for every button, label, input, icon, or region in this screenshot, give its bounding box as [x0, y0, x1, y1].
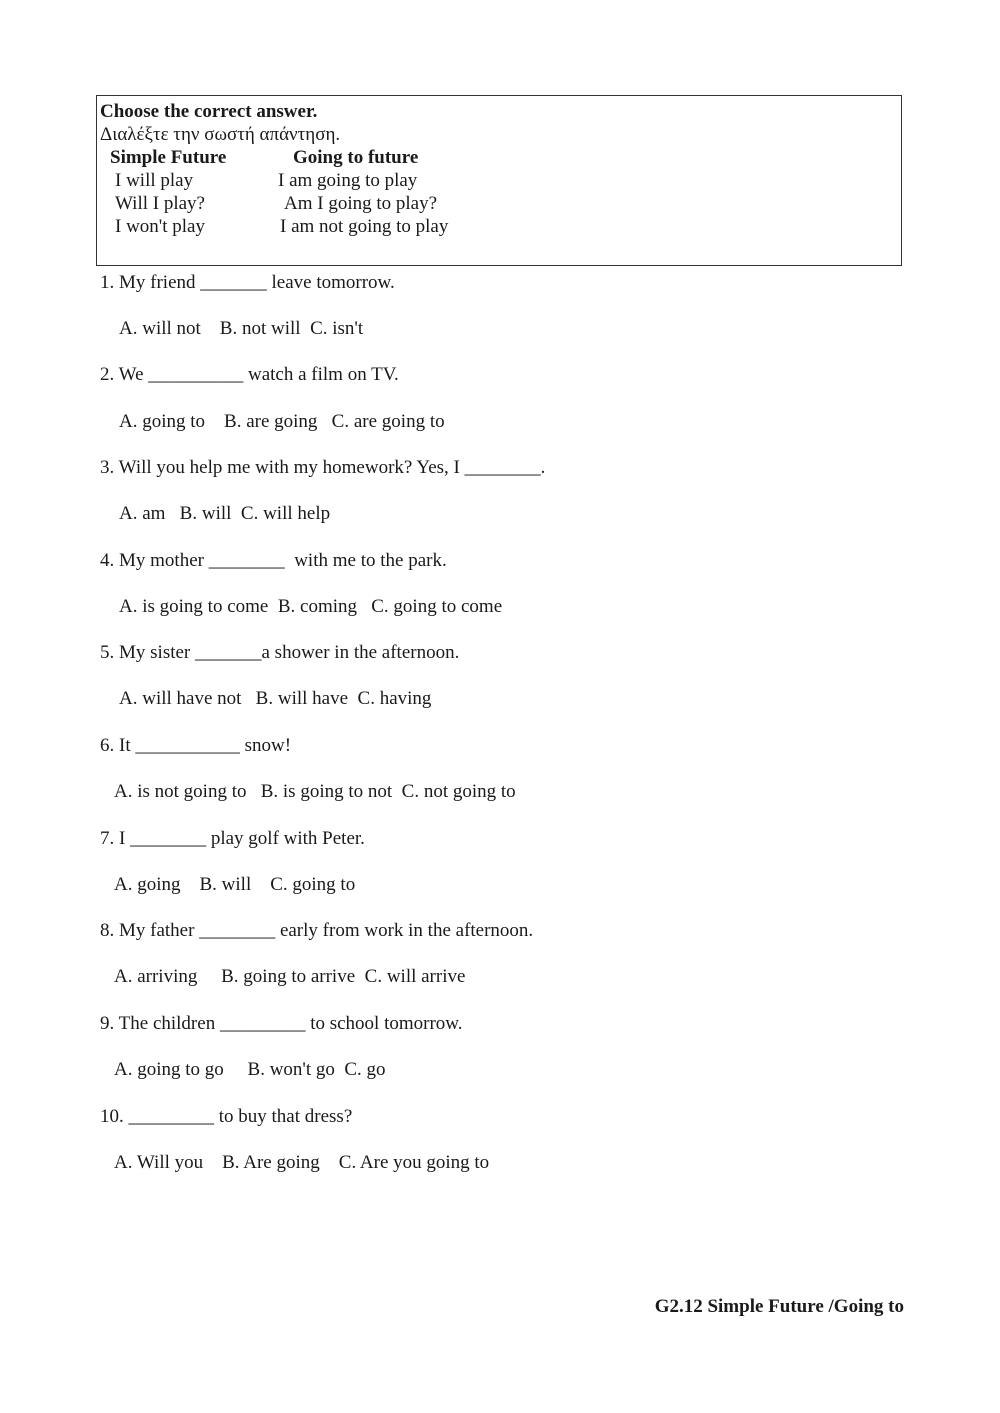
question-10: 10. _________ to buy that dress? [100, 1106, 353, 1127]
question-3-options: A. am B. will C. will help [119, 503, 331, 524]
instructions-title: Choose the correct answer. [100, 101, 318, 122]
question-7-options: A. going B. will C. going to [114, 874, 356, 895]
question-2: 2. We __________ watch a film on TV. [100, 364, 399, 385]
table-header-going-to-future: Going to future [293, 147, 419, 168]
table-row-2-col1: Will I play? [115, 193, 205, 214]
question-4-options: A. is going to come B. coming C. going to come [119, 596, 503, 617]
question-9-options: A. going to go B. won't go C. go [114, 1059, 386, 1080]
table-row-3-col2: I am not going to play [280, 216, 449, 237]
question-4: 4. My mother ________ with me to the park. [100, 550, 447, 571]
question-7: 7. I ________ play golf with Peter. [100, 828, 365, 849]
table-row-2-col2: Am I going to play? [284, 193, 438, 214]
table-row-1-col2: I am going to play [278, 170, 418, 191]
footer-label: G2.12 Simple Future /Going to [654, 1296, 904, 1317]
table-header-simple-future: Simple Future [110, 147, 227, 168]
table-row-1-col1: I will play [115, 170, 194, 191]
question-6-options: A. is not going to B. is going to not C. not going to [114, 781, 516, 802]
question-10-options: A. Will you B. Are going C. Are you going to [114, 1152, 490, 1173]
question-8: 8. My father ________ early from work in the afternoon. [100, 920, 534, 941]
question-1: 1. My friend _______ leave tomorrow. [100, 272, 395, 293]
question-6: 6. It ___________ snow! [100, 735, 292, 756]
question-1-options: A. will not B. not will C. isn't [119, 318, 364, 339]
question-9: 9. The children _________ to school tomorrow. [100, 1013, 463, 1034]
table-row-3-col1: I won't play [115, 216, 205, 237]
question-5-options: A. will have not B. will have C. having [119, 688, 432, 709]
question-2-options: A. going to B. are going C. are going to [119, 411, 445, 432]
question-8-options: A. arriving B. going to arrive C. will arrive [114, 966, 466, 987]
instructions-subtitle: Διαλέξτε την σωστή απάντηση. [100, 124, 341, 145]
question-5: 5. My sister _______a shower in the afternoon. [100, 642, 460, 663]
question-3: 3. Will you help me with my homework? Yes, I ________. [100, 457, 546, 478]
